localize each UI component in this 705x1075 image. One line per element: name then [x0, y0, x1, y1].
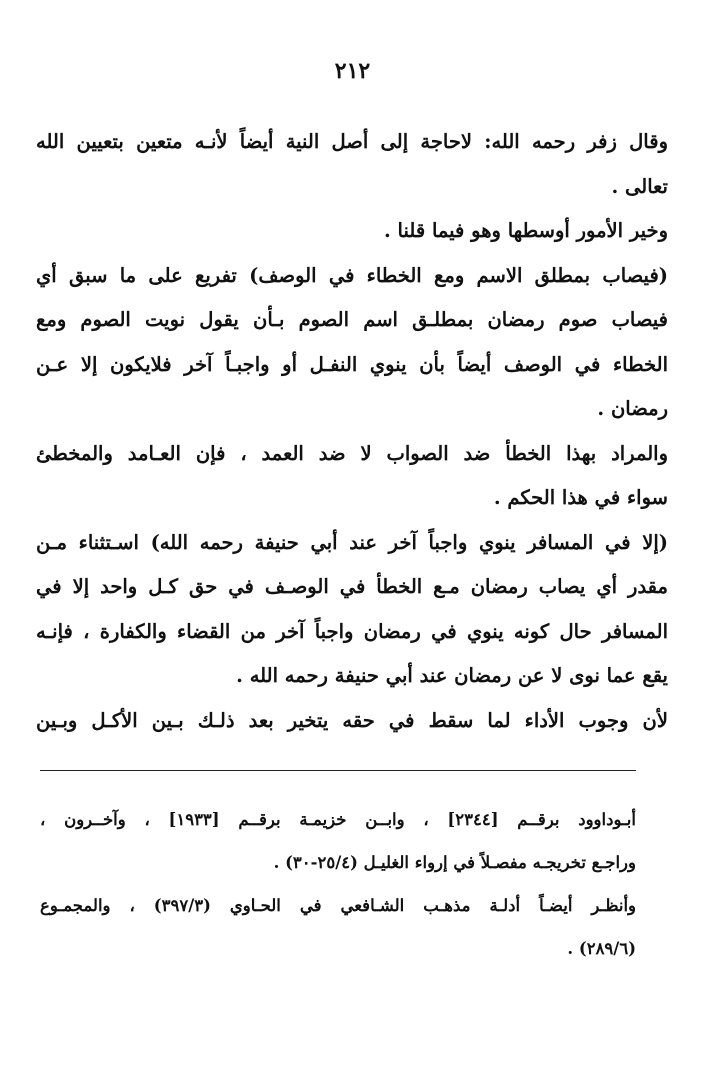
text-line: (إلا في المسافر ينوي واجباً آخر عند أبي حنيفة رحمه الله) اسـتثناء مـن: [36, 530, 668, 554]
footnote-separator: [40, 770, 636, 771]
text-line: وخير الأمور أوسطها وهو فيما قلنا .: [383, 219, 668, 242]
text-line: المسافر حال كونه ينوي في رمضان واجباً آخر من القضاء والكفارة ، فإنـه: [36, 619, 668, 643]
text-line: الخطاء في الوصف أيضاً بأن ينوي النفـل أو واجبـاً آخر فلايكون إلا عـن: [36, 352, 668, 376]
main-text: [36, 120, 668, 743]
text-line: والمراد بهذا الخطأ ضد الصواب لا ضد العمد ، فإن العـامد والمخطئ: [36, 441, 668, 465]
text-line: لأن وجوب الأداء لما سقط في حقه يتخير بعد ذلـك بـين الأكـل وبـين: [36, 708, 668, 732]
text-line: (فيصاب بمطلق الاسم ومع الخطاء في الوصف) تفريع على ما سبق أي: [36, 263, 668, 287]
footnote-line: (٢٨٩/٦) .: [567, 939, 636, 958]
page-number: ٢١٢: [334, 58, 371, 84]
text-line: سواء في هذا الحكم .: [493, 486, 668, 509]
text-line: مقدر أي يصاب رمضان مـع الخطأ في الوصـف في حق كـل واحد إلا في: [36, 575, 668, 598]
text-line: وقال زفر رحمه الله: لاحاجة إلى أصل النية أيضاً لأنـه متعين بتعيين الله: [36, 130, 668, 153]
footnote-line: أبـوداوود برقــم [٢٣٤٤] ، وابــن خزيمـة برقــم [١٩٣٣] ، وآخــرون ،: [40, 810, 636, 829]
text-line: رمضان .: [597, 397, 668, 420]
text-line: فيصاب صوم رمضان بمطلـق اسم الصوم بـأن يقول نويت الصوم ومع: [36, 308, 668, 331]
footnotes: [40, 798, 636, 970]
footnote-line: وأنظـر أيضـاً أدلـة مذهـب الشـافعي في الحـاوي (٣٩٧/٣) ، والمجمـوع: [40, 896, 636, 915]
text-line: يقع عما نوى لا عن رمضان عند أبي حنيفة رحمه الله .: [236, 664, 668, 687]
text-line: تعالى .: [611, 174, 668, 198]
footnote-line: وراجـع تخريجـه مفصـلاً في إرواء الغليـل (٢٥/٤-٣٠) .: [273, 853, 636, 872]
